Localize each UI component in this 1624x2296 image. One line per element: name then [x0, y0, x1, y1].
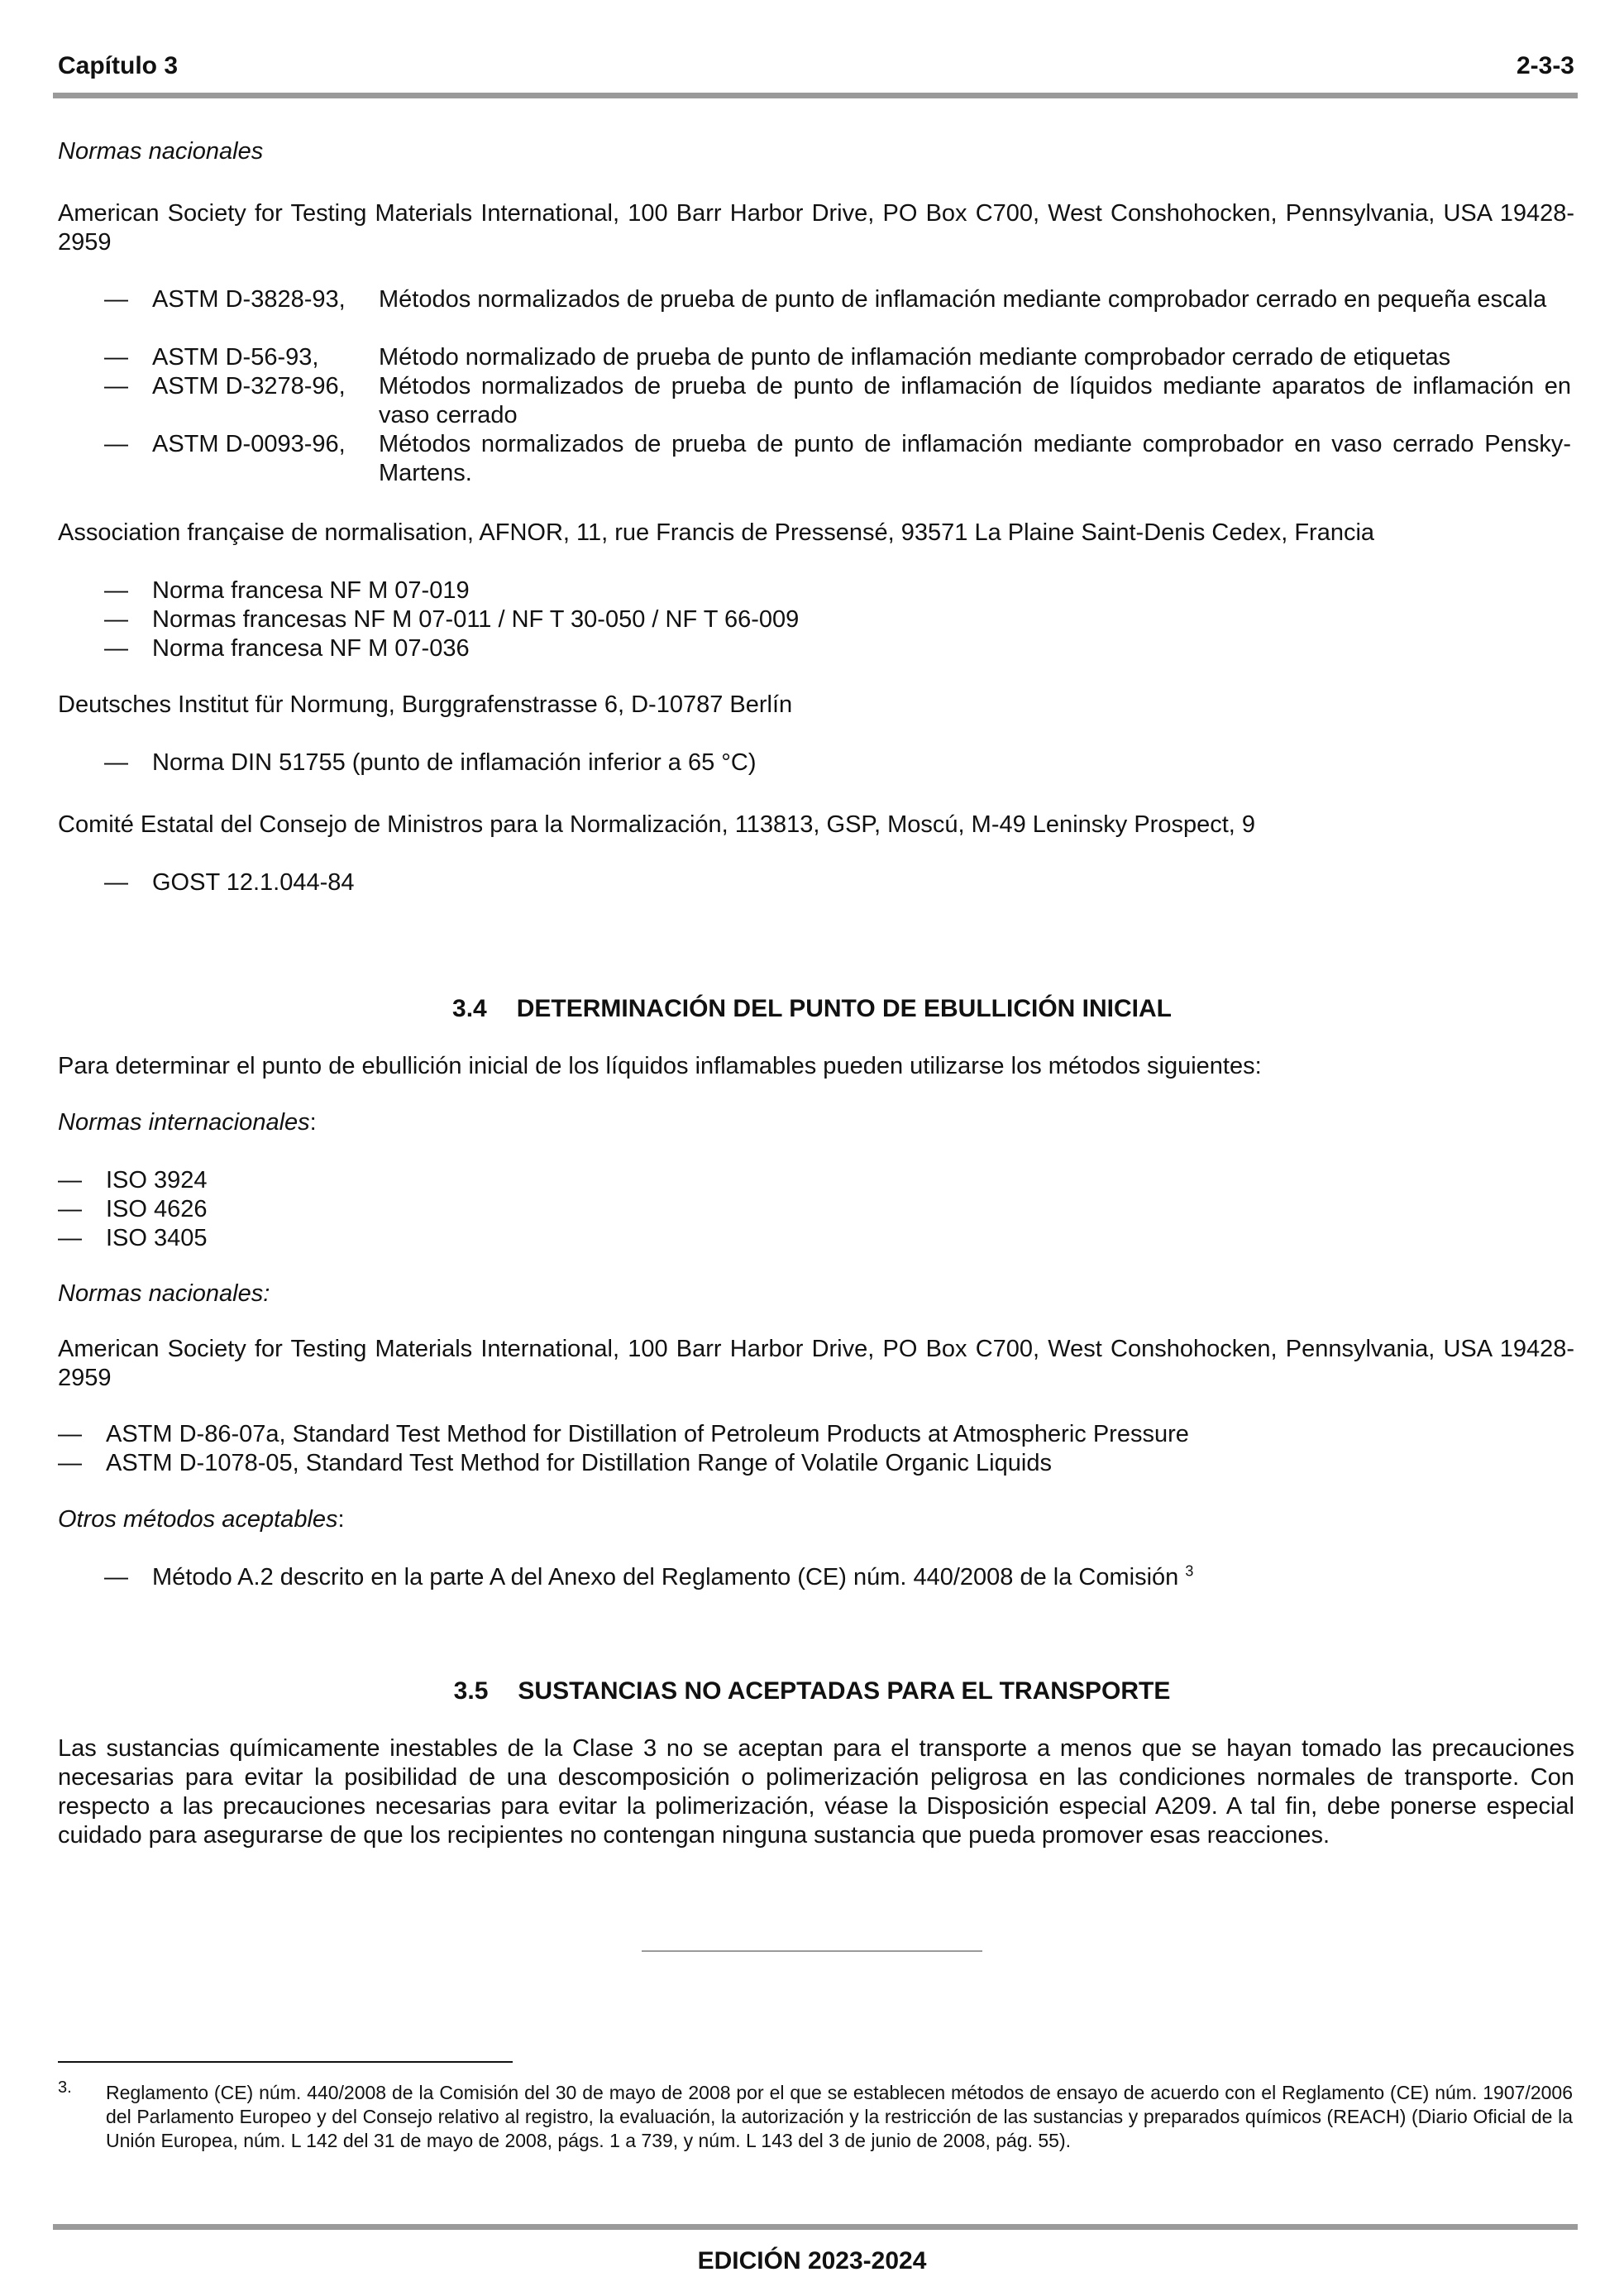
em-dash: —	[58, 1421, 82, 1447]
page-number: 2-3-3	[1516, 52, 1574, 79]
standard-description: Métodos normalizados de prueba de punto de inflamación mediante comprobador en vaso cerrado Pensky-Martens.	[379, 431, 1571, 486]
standard-label: Método A.2 descrito en la parte A del Anexo del Reglamento (CE) núm. 440/2008 de la Comisión	[152, 1564, 1179, 1590]
list-item	[104, 576, 470, 605]
list-item	[58, 1420, 1189, 1449]
em-dash: —	[58, 1167, 82, 1193]
list-item	[104, 749, 757, 777]
em-dash: —	[104, 749, 128, 776]
national-standards-heading: Normas nacionales:	[58, 1280, 270, 1307]
standard-label: ISO 4626	[106, 1196, 208, 1222]
footnote-separator	[58, 2061, 513, 2063]
standard-code: ASTM D-56-93,	[152, 344, 319, 371]
standard-label: ASTM D-1078-05, Standard Test Method for Distillation Range of Volatile Organic Liquids	[106, 1450, 1052, 1476]
edition-label: EDICIÓN 2023-2024	[697, 2247, 927, 2274]
list-item	[104, 605, 800, 634]
afnor-organization: Association française de normalisation, AFNOR, 11, rue Francis de Pressensé, 93571 La Plaine Saint-Denis Cedex, Francia	[58, 519, 1375, 546]
list-item	[104, 1562, 1194, 1592]
standard-description: Método normalizado de prueba de punto de inflamación mediante comprobador cerrado de etiquetas	[379, 344, 1451, 371]
em-dash: —	[58, 1450, 82, 1476]
section-title: DETERMINACIÓN DEL PUNTO DE EBULLICIÓN INICIAL	[516, 995, 1172, 1022]
section-3-5-heading	[0, 1677, 1624, 1705]
chapter-label: Capítulo 3	[58, 52, 179, 79]
em-dash: —	[104, 869, 128, 896]
din-organization: Deutsches Institut für Normung, Burggrafenstrasse 6, D-10787 Berlín	[58, 691, 793, 718]
section-number: 3.5	[453, 1677, 489, 1705]
em-dash: —	[104, 577, 128, 604]
standard-label: ASTM D-86-07a, Standard Test Method for Distillation of Petroleum Products at Atmospheric Pressure	[106, 1421, 1189, 1447]
standard-description: Métodos normalizados de prueba de punto de inflamación mediante comprobador cerrado en pequeña escala	[379, 286, 1547, 313]
section-number: 3.4	[452, 995, 487, 1022]
em-dash: —	[104, 373, 128, 399]
section-3-4-heading	[0, 994, 1624, 1023]
em-dash: —	[58, 1196, 82, 1222]
header-rule	[53, 93, 1578, 98]
list-item	[58, 1166, 208, 1195]
list-item	[58, 1449, 1052, 1478]
em-dash: —	[104, 635, 128, 662]
list-item	[104, 634, 470, 663]
standard-label: ISO 3405	[106, 1225, 208, 1251]
em-dash: —	[104, 606, 128, 633]
standard-description: Métodos normalizados de prueba de punto de inflamación de líquidos mediante aparatos de inflamación en vaso cerrado	[379, 373, 1571, 428]
em-dash: —	[104, 286, 128, 313]
section-intro: Para determinar el punto de ebullición inicial de los líquidos inflamables pueden utilizarse los métodos siguientes:	[58, 1053, 1262, 1079]
list-item	[58, 1224, 208, 1253]
section-title: SUSTANCIAS NO ACEPTADAS PARA EL TRANSPORTE	[518, 1677, 1171, 1705]
standard-label: Normas francesas NF M 07-011 / NF T 30-050 / NF T 66-009	[152, 606, 800, 633]
footer-rule	[53, 2224, 1578, 2230]
standard-label: ISO 3924	[106, 1167, 208, 1193]
end-rule	[642, 1950, 982, 1952]
footnote-marker: 3.	[58, 2078, 72, 2097]
international-standards-heading: Normas internacionales:	[58, 1109, 317, 1136]
section-body: Las sustancias químicamente inestables de la Clase 3 no se aceptan para el transporte a menos que se hayan tomado las precauciones necesarias para evitar la posibilidad de una descomposición o polimerización peligrosa en las condiciones normales de transporte. Con respecto a las precauciones necesarias para evitar la polimerización, véase la Disposición especial A209. A tal fin, debe ponerse especial cuidado para asegurarse de que los recipientes no contengan ninguna sustancia que pueda promover esas reacciones.	[58, 1735, 1574, 1849]
em-dash: —	[58, 1225, 82, 1251]
standard-code: ASTM D-3278-96,	[152, 373, 346, 399]
standard-code: ASTM D-3828-93,	[152, 286, 346, 313]
em-dash: —	[104, 344, 128, 371]
national-standards-heading: Normas nacionales	[58, 138, 264, 165]
list-item	[58, 1195, 208, 1224]
other-methods-heading: Otros métodos aceptables:	[58, 1506, 345, 1533]
footnote-text: Reglamento (CE) núm. 440/2008 de la Comisión del 30 de mayo de 2008 por el que se establecen métodos de ensayo de acuerdo con el Reglamento (CE) núm. 1907/2006 del Parlamento Europeo y del Consejo relativo al registro, la evaluación, la autorización y la restricción de las sustancias y preparados químicos (REACH) (Diario Oficial de la Unión Europea, núm. L 142 del 31 de mayo de 2008, págs. 1 a 739, y núm. L 143 del 3 de junio de 2008, pág. 55).	[106, 2082, 1573, 2151]
em-dash: —	[104, 431, 128, 457]
standard-code: ASTM D-0093-96,	[152, 431, 346, 457]
astm-organization: American Society for Testing Materials International, 100 Barr Harbor Drive, PO Box C700, West Conshohocken, Pennsylvania, USA 19428-2959	[58, 1336, 1574, 1391]
standard-label: Norma francesa NF M 07-019	[152, 577, 470, 604]
gost-organization: Comité Estatal del Consejo de Ministros para la Normalización, 113813, GSP, Moscú, M-49 Leninsky Prospect, 9	[58, 811, 1256, 838]
em-dash: —	[104, 1564, 128, 1590]
list-item	[104, 868, 355, 897]
standard-label: Norma DIN 51755 (punto de inflamación inferior a 65 °C)	[152, 749, 757, 776]
astm-organization: American Society for Testing Materials International, 100 Barr Harbor Drive, PO Box C700, West Conshohocken, Pennsylvania, USA 19428-2959	[58, 200, 1574, 256]
standard-label: Norma francesa NF M 07-036	[152, 635, 470, 662]
standard-label: GOST 12.1.044-84	[152, 869, 355, 896]
footnote-reference: 3	[1185, 1562, 1194, 1580]
